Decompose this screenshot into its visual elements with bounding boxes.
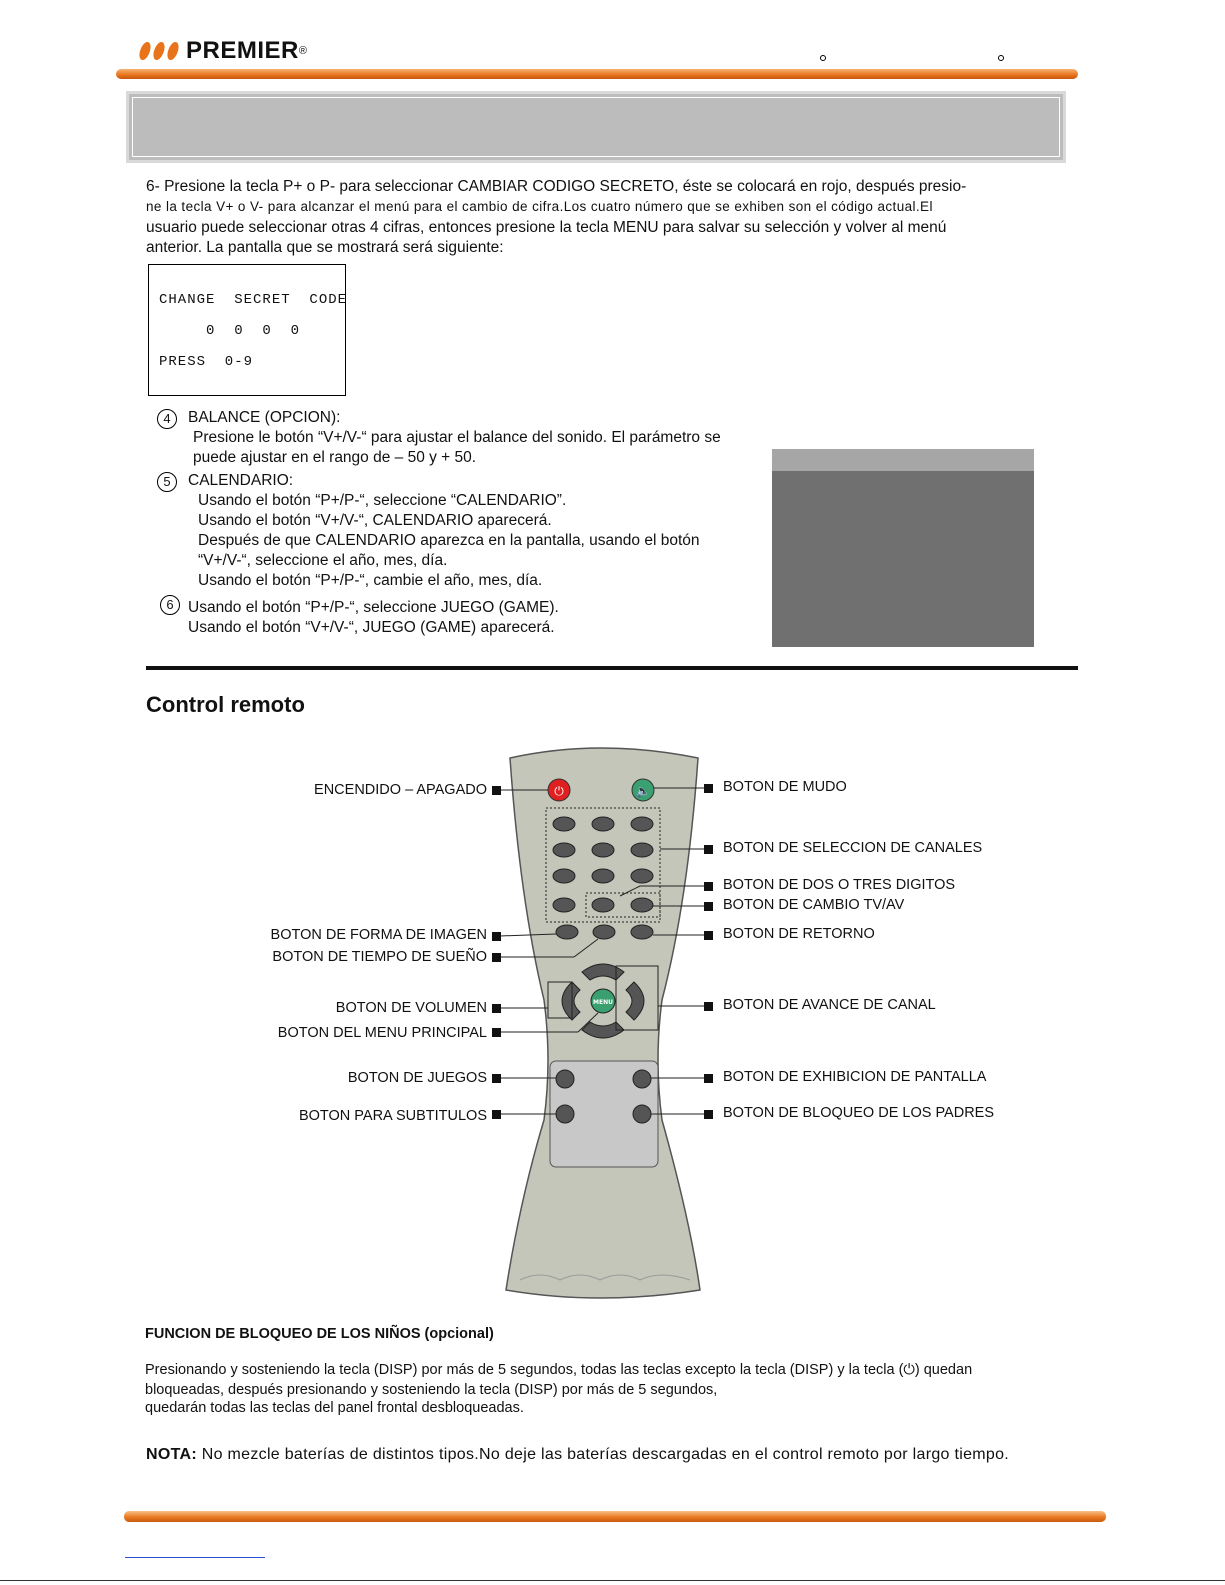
label-main-menu: BOTON DEL MENU PRINCIPAL (277, 1025, 487, 1041)
bullet-square-icon (704, 902, 713, 911)
bullet-square-icon (492, 1110, 501, 1119)
item4-title: BALANCE (OPCION): (188, 409, 341, 426)
item5-line3: Después de que CALENDARIO aparezca en la pantalla, usando el botón (198, 532, 700, 549)
item5-line4: “V+/V-“, seleccione el año, mes, día. (198, 552, 448, 569)
svg-text:⏻: ⏻ (554, 784, 564, 798)
bullet-square-icon (704, 784, 713, 793)
childlock-line2: bloqueadas, después presionando y sosteniendo la tecla (DISP) por más de 5 segundos, (145, 1382, 718, 1398)
code-title: CHANGE SECRET CODE (159, 292, 348, 308)
childlock-title: FUNCION DE BLOQUEO DE LOS NIÑOS (opcional) (145, 1326, 494, 1342)
footer-link-underline (125, 1557, 265, 1558)
remote-heading: Control remoto (146, 692, 305, 717)
item5-title: CALENDARIO: (188, 472, 294, 489)
item5-line1: Usando el botón “P+/P-“, seleccione “CALENDARIO”. (198, 492, 567, 509)
bullet-square-icon (704, 931, 713, 940)
footer-orange-bar (124, 1511, 1106, 1522)
bullet-square-icon (492, 786, 501, 795)
label-subtitles: BOTON PARA SUBTITULOS (298, 1108, 487, 1124)
label-two-three-digits: BOTON DE DOS O TRES DIGITOS (723, 877, 956, 893)
note-text: No mezcle baterías de distintos tipos.No deje las baterías descargadas en el control remoto por largo tiempo. (196, 1446, 1010, 1463)
bullet-square-icon (704, 1110, 713, 1119)
label-volume: BOTON DE VOLUMEN (335, 1000, 487, 1016)
bullet-square-icon (704, 1002, 713, 1011)
brand-name: PREMIER (186, 37, 299, 64)
label-parental-lock: BOTON DE BLOQUEO DE LOS PADRES (723, 1105, 995, 1121)
section6-line2: ne la tecla V+ o V- para alcanzar el menú para el cambio de cifra.Los cuatro número que se exhiben son el código actual.El (146, 199, 933, 214)
bullet-square-icon (704, 1074, 713, 1083)
item4-number: 4 (157, 409, 177, 429)
bullet-square-icon (492, 1004, 501, 1013)
section6-line3: usuario puede seleccionar otras 4 cifras, entonces presione la tecla MENU para salvar su selección y volver al menú (146, 219, 947, 236)
label-return: BOTON DE RETORNO (723, 926, 875, 942)
label-channel-select: BOTON DE SELECCION DE CANALES (723, 840, 983, 856)
bullet-square-icon (492, 1028, 501, 1037)
code-digits: 0 0 0 0 (206, 323, 301, 339)
label-mute: BOTON DE MUDO (723, 779, 847, 795)
label-sleep: BOTON DE TIEMPO DE SUEÑO (272, 949, 487, 965)
label-tv-av: BOTON DE CAMBIO TV/AV (723, 897, 905, 913)
item5-number: 5 (157, 472, 177, 492)
item4-line1: Presione le botón “V+/V-“ para ajustar el balance del sonido. El parámetro se (193, 429, 721, 446)
note-label: NOTA: (146, 1446, 197, 1463)
code-press: PRESS 0-9 (159, 354, 254, 370)
section6-line1: 6- Presione la tecla P+ o P- para seleccionar CAMBIAR CODIGO SECRETO, éste se colocará en rojo, después presio- (146, 178, 967, 195)
note (146, 1446, 1009, 1464)
item6-line2: Usando el botón “V+/V-“, JUEGO (GAME) aparecerá. (188, 619, 555, 636)
label-picture-mode: BOTON DE FORMA DE IMAGEN (270, 927, 487, 943)
item6-line1: Usando el botón “P+/P-“, seleccione JUEGO (GAME). (188, 599, 559, 616)
svg-text:🔈: 🔈 (635, 784, 651, 798)
childlock-line1: Presionando y sosteniendo la tecla (DISP) por más de 5 segundos, todas las teclas excepto la tecla (DISP) y la tecla (⏻) quedan (145, 1362, 973, 1378)
registered-mark: ® (298, 45, 307, 57)
label-power: ENCENDIDO – APAGADO (314, 782, 487, 798)
item4-line2: puede ajustar en el rango de – 50 y + 50. (193, 449, 477, 466)
item5-line2: Usando el botón “V+/V-“, CALENDARIO aparecerá. (198, 512, 552, 529)
bullet-square-icon (704, 882, 713, 891)
item6-number: 6 (160, 595, 180, 615)
page-bottom-line (0, 1580, 1225, 1581)
bullet-square-icon (492, 932, 501, 941)
label-display: BOTON DE EXHIBICION DE PANTALLA (723, 1069, 987, 1085)
label-games: BOTON DE JUEGOS (347, 1070, 487, 1086)
bullet-square-icon (492, 1074, 501, 1083)
bullet-square-icon (704, 845, 713, 854)
menu-button-label: MENU (593, 999, 613, 1006)
label-channel-advance: BOTON DE AVANCE DE CANAL (723, 997, 936, 1013)
bullet-square-icon (492, 953, 501, 962)
section6-line4: anterior. La pantalla que se mostrará será siguiente: (146, 239, 504, 256)
childlock-line3: quedarán todas las teclas del panel frontal desbloqueadas. (145, 1400, 524, 1416)
item5-line5: Usando el botón “P+/P-“, cambie el año, mes, día. (198, 572, 543, 589)
